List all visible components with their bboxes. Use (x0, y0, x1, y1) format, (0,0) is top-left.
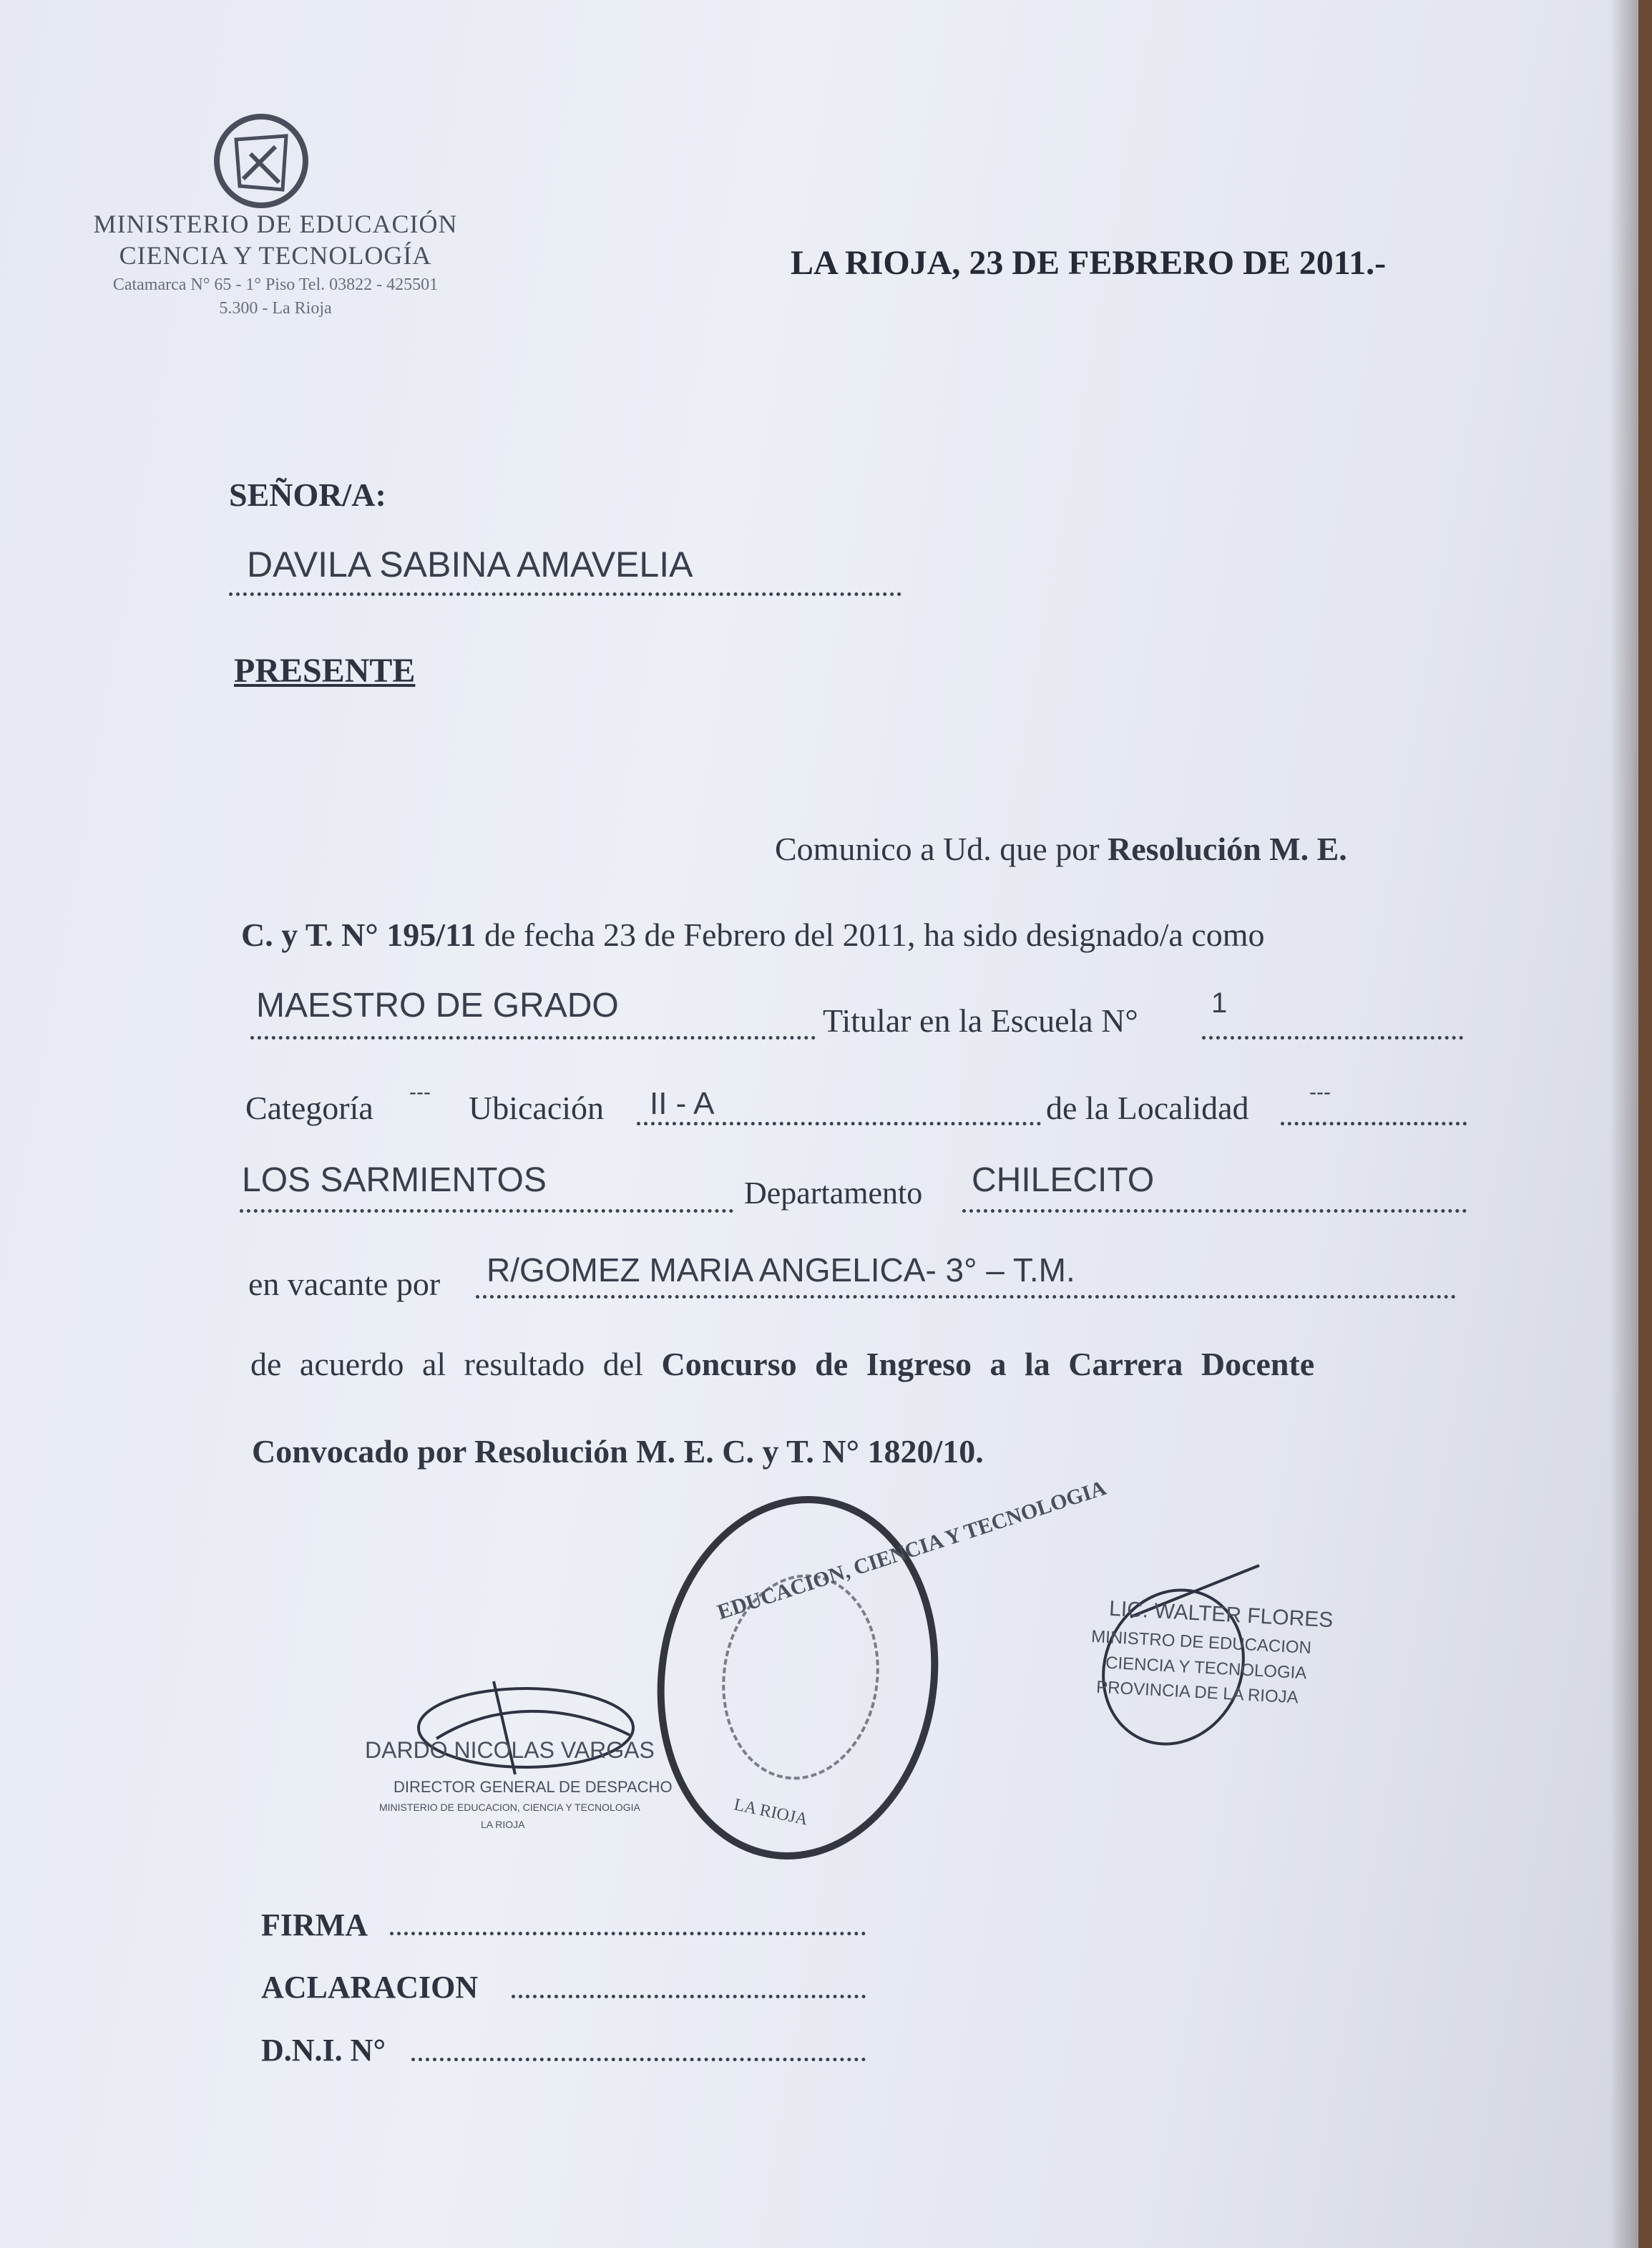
recipient-name: DAVILA SABINA AMAVELIA (247, 544, 693, 585)
stamp-bottom-text: LA RIOJA (732, 1795, 810, 1829)
left-signer-place: LA RIOJA (481, 1819, 525, 1830)
right-signer-title: MINISTRO DE EDUCACION (1090, 1626, 1312, 1658)
document-date: LA RIOJA, 23 DE FEBRERO DE 2011.- (791, 244, 1387, 282)
ministry-name-line2: CIENCIA Y TECNOLOGÍA (119, 241, 432, 270)
convocado-text: Convocado por Resolución M. E. C. y T. N° 1820/10. (252, 1433, 984, 1470)
cargo-dotted-line (250, 1036, 816, 1040)
concurso-bold: Concurso de Ingreso a la Carrera Docente (661, 1346, 1315, 1382)
vacante-dotted-line (476, 1295, 1456, 1299)
aclaracion-dotted-line (512, 1995, 866, 1998)
recipient-label: SEÑOR/A: (229, 477, 386, 513)
cargo-value: MAESTRO DE GRADO (256, 987, 619, 1025)
localidad-name-dotted-line (240, 1209, 733, 1213)
presente-heading: PRESENTE (234, 652, 416, 690)
departamento-label: Departamento (744, 1176, 923, 1211)
ministry-address: Catamarca N° 65 - 1° Piso Tel. 03822 - 425501 (112, 275, 439, 294)
localidad-dotted-line (1281, 1122, 1467, 1125)
categoria-value: --- (409, 1080, 431, 1104)
firma-label: FIRMA (261, 1907, 368, 1942)
concurso-text: de acuerdo al resultado del (250, 1346, 643, 1382)
departamento-value: CHILECITO (972, 1161, 1155, 1199)
dni-label: D.N.I. N° (261, 2033, 386, 2068)
titular-label: Titular en la Escuela N° (823, 1002, 1138, 1039)
right-signer-name: LIC. WALTER FLORES (1108, 1596, 1334, 1633)
ministry-name-line1: MINISTERIO DE EDUCACIÓN (93, 210, 458, 238)
body-line1-text: Comunico a Ud. que por (775, 831, 1100, 867)
right-signer-place: PROVINCIA DE LA RIOJA (1095, 1677, 1299, 1708)
dni-dotted-line (411, 2058, 866, 2061)
categoria-label: Categoría (245, 1090, 373, 1126)
right-signer-org: CIENCIA Y TECNOLOGIA (1105, 1653, 1307, 1683)
ubicacion-label: Ubicación (469, 1090, 605, 1126)
ministry-city: 5.300 - La Rioja (219, 299, 332, 318)
escuela-number: 1 (1211, 987, 1228, 1019)
body-line2-text: de fecha 23 de Febrero del 2011, ha sido designado/a como (484, 917, 1265, 953)
stamp-text: EDUCACION, CIENCIA Y TECNOLOGIA (714, 1475, 1110, 1625)
paper-edge-shadow (1610, 0, 1638, 2248)
ubicacion-value: II - A (650, 1086, 715, 1121)
ministry-seal-icon (207, 111, 315, 211)
vacante-value: R/GOMEZ MARIA ANGELICA- 3° – T.M. (487, 1251, 1075, 1289)
localidad-name: LOS SARMIENTOS (242, 1161, 547, 1199)
ubicacion-dotted-line (637, 1122, 1041, 1125)
resolution-number: C. y T. N° 195/11 (241, 917, 476, 953)
departamento-dotted-line (962, 1209, 1467, 1213)
firma-dotted-line (390, 1932, 866, 1935)
escuela-dotted-line (1202, 1036, 1463, 1040)
localidad-label: de la Localidad (1046, 1090, 1249, 1126)
aclaracion-label: ACLARACION (261, 1970, 479, 2005)
left-signer-title: DIRECTOR GENERAL DE DESPACHO (394, 1778, 673, 1796)
left-signer-org: MINISTERIO DE EDUCACION, CIENCIA Y TECNOLOGIA (379, 1802, 640, 1813)
body-line1-bold: Resolución M. E. (1108, 831, 1347, 867)
vacante-label: en vacante por (248, 1266, 441, 1302)
localidad-value: --- (1309, 1080, 1331, 1104)
left-signer-name: DARDO NICOLAS VARGAS (365, 1737, 655, 1763)
recipient-dotted-line (229, 592, 901, 596)
left-signature-scribble (408, 1674, 644, 1782)
